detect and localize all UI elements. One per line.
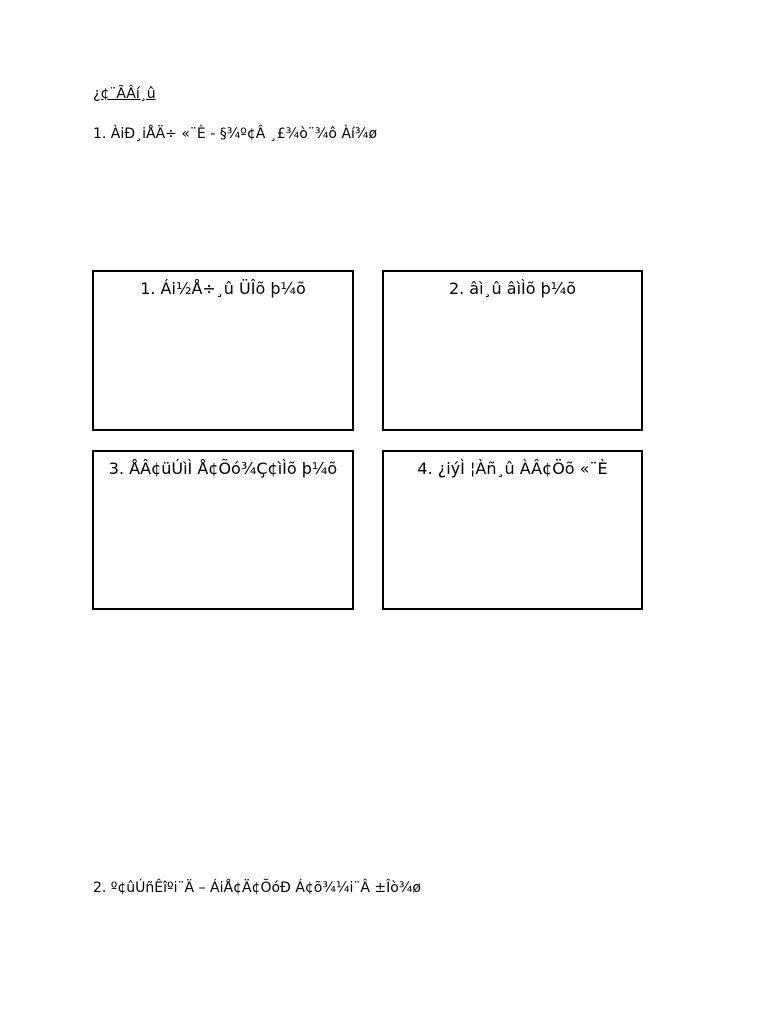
answer-box-3 [92, 450, 354, 610]
question-2: 2. º¢ûÚñÊîºi¨Ä – ÁiÅ¢Ä¢ÕóÐ Á¢õ¾¼i¨Â ±Îò¾ø [93, 880, 421, 896]
answer-box-1-title: 1. Ái½Å÷¸û ÜÎõ þ¼õ [140, 279, 306, 298]
answer-box-1 [92, 270, 354, 431]
answer-box-4-title: 4. ¿iýÌ ¦Àñ¸û ÀÂ¢Öõ «¨È [417, 459, 608, 478]
answer-box-2 [382, 270, 643, 431]
answer-box-3-title: 3. ÅÂ¢üÚìÌ Å¢Õó¾Ç¢ìÌõ þ¼õ [108, 459, 338, 478]
worksheet-heading: ¿¢¨ÃÂí¸û [93, 86, 156, 102]
answer-box-2-title: 2. âì¸û âìÌõ þ¼õ [448, 279, 577, 298]
answer-box-4 [382, 450, 643, 610]
question-1: 1. ÀiÐ¸iÅÄ÷ «¨È - §¾º¢Â ¸£¾ò¨¾ô Àí¾ø [93, 126, 378, 142]
